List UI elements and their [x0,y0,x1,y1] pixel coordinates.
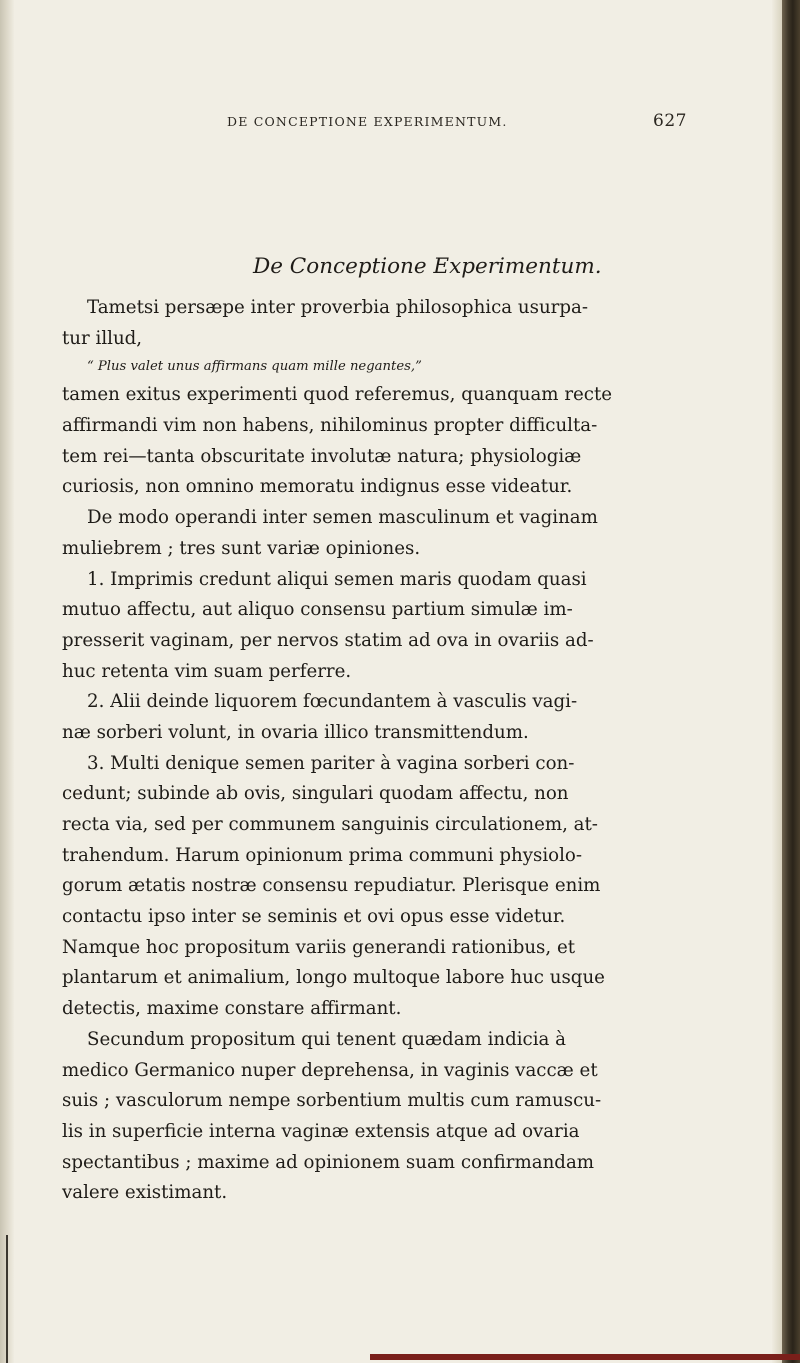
text-line: Namque hoc propositum variis generandi rationibus, et [62,936,576,958]
binding-shadow [0,0,14,1363]
section-title: De Conceptione Experimentum. [253,254,602,279]
text-line: curiosis, non omnino memoratu indignus esse videatur. [62,476,573,498]
running-head [227,111,687,131]
text-line: De modo operandi inter semen masculinum et vaginam [87,507,598,529]
text-line: detectis, maxime constare affirmant. [62,998,402,1020]
text-line: spectantibus ; maxime ad opinionem suam confirmandam [62,1151,595,1173]
text-line: affirmandi vim non habens, nihilominus propter difficulta- [62,415,598,437]
text-line: plantarum et animalium, longo multoque labore huc usque [62,967,605,989]
text-line: trahendum. Harum opinionum prima communi physiolo- [62,844,583,866]
text-line: tur illud, [62,327,143,349]
text-line: contactu ipso inter se seminis et ovi opus esse videtur. [62,906,566,928]
page-edge-shade [772,0,782,1363]
body-text [62,293,760,1209]
text-line: mutuo affectu, aut aliquo consensu partium simulæ im- [62,599,573,621]
text-line: Secundum propositum qui tenent quædam indicia à [87,1028,567,1050]
text-line: gorum ætatis nostræ consensu repudiatur. Plerisque enim [62,875,601,897]
text-line: lis in superficie interna vaginæ extensis atque ad ovaria [62,1120,580,1142]
running-head-title: DE CONCEPTIONE EXPERIMENTUM. [227,114,508,129]
text-line: Tametsi persæpe inter proverbia philosophica usurpa- [87,297,588,318]
text-line: presserit vaginam, per nervos statim ad ova in ovariis ad- [62,629,594,651]
text-line: 2. Alii deinde liquorem fœcundantem à vasculis vagi- [87,691,578,713]
adjacent-page-edge [782,0,800,1363]
text-line: suis ; vasculorum nempe sorbentium multis cum ramuscu- [62,1090,602,1112]
text-line: medico Germanico nuper deprehensa, in vaginis vaccæ et [62,1059,598,1081]
binding-edge-line [6,1235,8,1363]
bottom-edge-bar [370,1354,800,1360]
text-line: muliebrem ; tres sunt variæ opiniones. [62,537,421,559]
quoted-proverb: “ Plus valet unus affirmans quam mille negantes,” [87,359,422,375]
text-line: cedunt; subinde ab ovis, singulari quodam affectu, non [62,783,569,805]
text-line: valere existimant. [62,1182,228,1204]
text-line: 3. Multi denique semen pariter à vagina sorberi con- [87,752,575,774]
text-line: næ sorberi volunt, in ovaria illico transmittendum. [62,721,529,743]
text-line: 1. Imprimis credunt aliqui semen maris quodam quasi [87,568,587,590]
text-line: recta via, sed per communem sanguinis circulationem, at- [62,814,598,835]
page-number: 627 [653,111,687,131]
text-line: huc retenta vim suam perferre. [62,660,352,682]
text-line: tem rei—tanta obscuritate involutæ natura; physiologiæ [62,445,582,467]
text-line: tamen exitus experimenti quod referemus, quanquam recte [62,384,613,406]
